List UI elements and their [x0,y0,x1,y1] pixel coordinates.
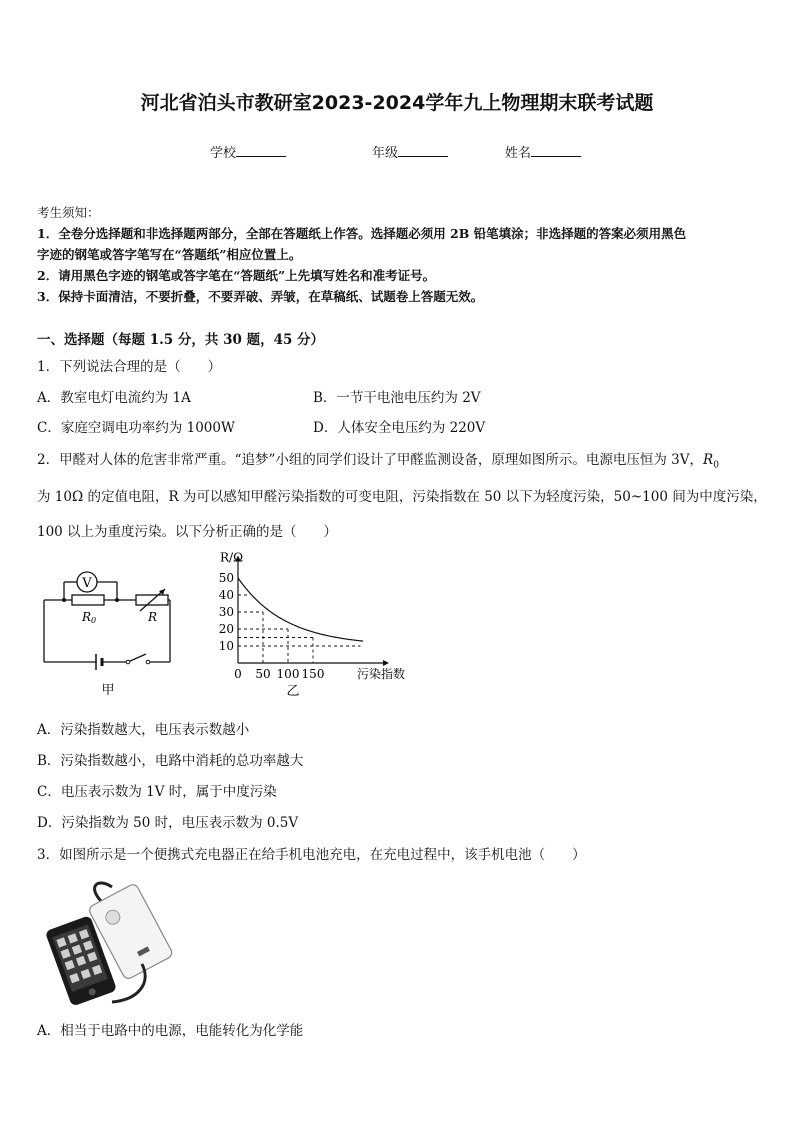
junction-left [62,598,66,602]
resistance-chart [196,545,406,700]
y-tick-label: 40 [218,588,234,602]
notice-line2: 2．请用黑色字迹的钢笔或答字笔在“答题纸”上先填写姓名和准考证号。 [37,268,436,283]
dashed-guides [238,595,361,663]
notice-line3: 3．保持卡面清洁，不要折叠，不要弄破、弄皱，在草稿纸、试题卷上答题无效。 [37,289,484,304]
y-axis-label: R/Ω [220,550,244,565]
q2-option-d: D．污染指数为 50 时，电压表示数为 0.5V [37,815,299,831]
q2-option-b: B．污染指数越小，电路中消耗的总功率越大 [37,753,304,769]
y-tick-label: 10 [218,639,234,653]
notice-heading: 考生须知： [37,205,100,220]
q2-option-a: A．污染指数越大，电压表示数越小 [37,722,250,738]
exam-title: 河北省泊头市教研室2023-2024学年九上物理期末联考试题 [140,92,654,114]
y-tick-labels [219,571,234,653]
r0-label-letter: R [82,610,92,624]
r0-label [81,610,96,625]
q3-stem: 3．如图所示是一个便携式充电器正在给手机电池充电，在充电过程中，该手机电池（ ） [37,847,586,863]
x-tick-label: 50 [255,667,271,681]
switch-contact-b [146,660,150,664]
y-tick-label: 50 [218,571,234,585]
grade-blank [398,144,448,157]
section-heading: 一、选择题（每题 1.5 分，共 30 题，45 分） [37,332,325,348]
school-field [210,142,286,161]
y-tick-label: 20 [218,622,234,636]
q2-r0-sub: 0 [713,460,719,471]
switch-contact-a [126,660,130,664]
notice-line1b: 字迹的钢笔或答字笔写在“答题纸”相应位置上。 [37,247,302,262]
switch-blade [128,654,146,662]
circuit-caption: 甲 [101,683,115,698]
q1-option-a: A．教室电灯电流约为 1A [37,390,191,406]
junction-right [115,598,119,602]
circuit-diagram [36,562,181,697]
name-field [505,142,581,161]
charger-phone-illustration [42,872,162,1007]
resistor-r0 [72,595,104,605]
r0-label-sub: 0 [91,616,97,625]
q2-r0-var: R [703,452,714,468]
q2-line1-text: 2．甲醛对人体的危害非常严重。“追梦”小组的同学们设计了甲醛监测设备，原理如图所示。电源电压恒为 3V， [37,452,704,468]
r-label: R [148,610,158,624]
x-tick-labels [234,667,324,681]
q2-line1 [37,448,719,471]
school-blank [236,144,286,157]
school-label: 学校 [210,146,237,161]
q2-line2: 为 10Ω 的定值电阻，R 为可以感知甲醛污染指数的可变电阻，污染指数在 50 以下为轻度污染，50~100 间为中度污染， [37,489,767,505]
x-axis-arrow [383,660,389,666]
resistance-curve [238,578,363,641]
name-label: 姓名 [505,146,532,161]
x-tick-label: 100 [276,667,300,681]
name-blank [531,144,581,157]
q1-stem: 1．下列说法合理的是（ ） [37,359,222,375]
x-axis-label: 污染指数 [357,667,406,681]
q2-line3: 100 以上为重度污染。以下分析正确的是（ ） [37,524,338,540]
q3-option-a: A．相当于电路中的电源，电能转化为化学能 [37,1023,304,1039]
y-tick-label: 30 [218,605,234,619]
x-tick-label: 0 [234,667,242,681]
x-tick-label: 150 [301,667,325,681]
q2-option-c: C．电压表示数为 1V 时，属于中度污染 [37,784,277,800]
chart-caption: 乙 [286,684,300,699]
q1-option-c: C．家庭空调电功率约为 1000W [37,420,235,436]
grade-label: 年级 [372,146,399,161]
voltmeter-label: V [82,576,92,591]
grade-field [372,142,448,161]
q1-option-b: B．一节干电池电压约为 2V [313,390,481,406]
q1-option-d: D．人体安全电压约为 220V [313,420,486,436]
notice-line1a: 1．全卷分选择题和非选择题两部分，全部在答题纸上作答。选择题必须用 2B 铅笔填涂；非选择题的答案必须用黑色 [37,226,687,241]
